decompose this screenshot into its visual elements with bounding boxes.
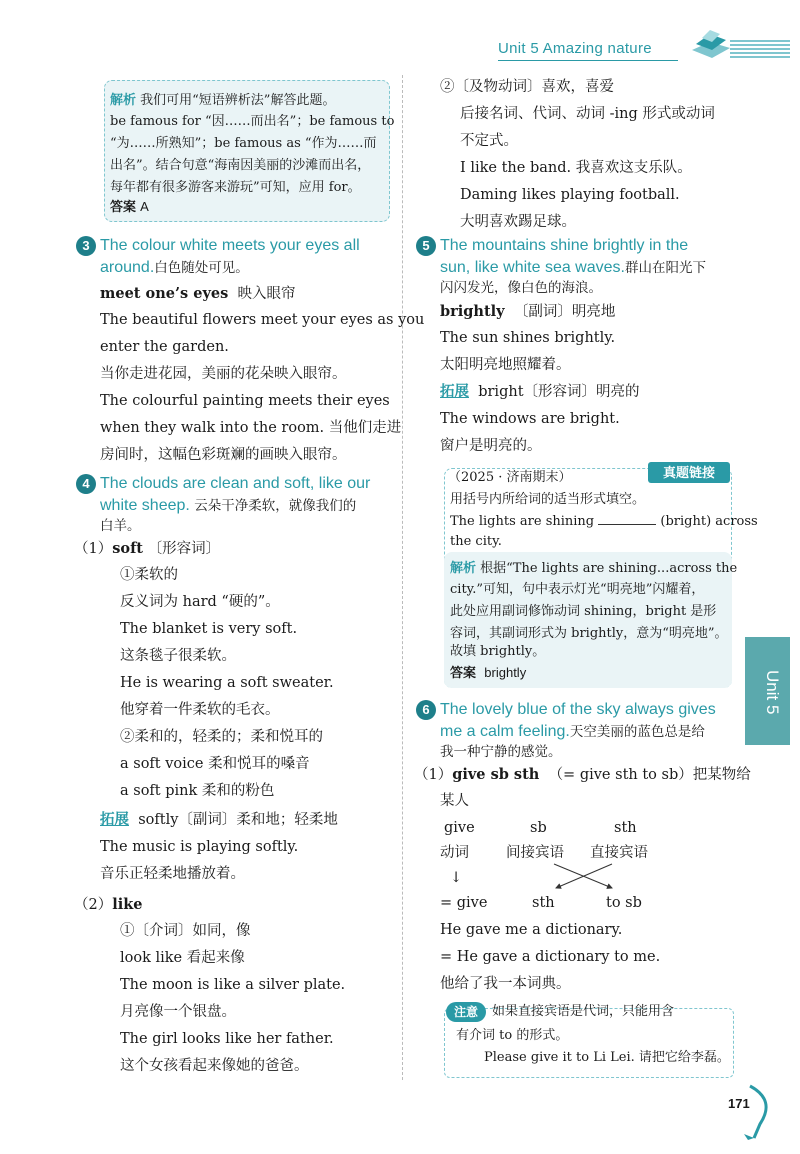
brightly-head: brightly 〔副词〕明亮地 — [440, 303, 616, 320]
exam-question: The lights are shining (bright) across — [450, 514, 758, 529]
page-number: 171 — [728, 1096, 750, 1111]
header-stripes — [730, 40, 790, 58]
like-line: 月亮像一个银盘。 — [120, 1004, 236, 1020]
item6-sub1-head: （1）give sb sth （= give sth to sb）把某物给 — [414, 766, 751, 783]
soft-line: ①柔软的 — [120, 567, 178, 583]
item4-sub2-head: （2）like — [74, 896, 143, 913]
item-number-6: 6 — [416, 700, 436, 720]
item-number-5: 5 — [416, 236, 436, 256]
brightly-line: The sun shines brightly. — [440, 330, 616, 346]
item3-line: when they walk into the room. 当他们走进 — [100, 420, 402, 436]
item4-title-line2: white sheep. 云朵干净柔软，就像我们的 — [100, 497, 357, 514]
analysis-line-5: 每年都有很多游客来游玩”可知，应用 for。 — [110, 180, 361, 195]
notice-line-3: Please give it to Li Lei. 请把它给李磊。 — [484, 1050, 730, 1065]
soft-line: 反义词为 hard “硬的”。 — [120, 594, 280, 610]
notice-badge: 注意 — [446, 1002, 486, 1022]
column-divider — [402, 75, 403, 1080]
analysis-line-2: be famous for “因……而出名”；be famous to — [110, 114, 395, 129]
brightly-expand-line: 窗户是明亮的。 — [440, 438, 542, 454]
exam-answer — [450, 661, 526, 686]
exam-analysis-line: 容词，其副词形式为 brightly，意为“明亮地”。 — [450, 626, 728, 641]
exam-analysis-line: 故填 brightly。 — [450, 644, 546, 659]
brightly-expand: 拓展 bright〔形容词〕明亮的 — [440, 384, 640, 400]
soft-expand-line: 音乐正轻柔地播放着。 — [100, 866, 245, 882]
exam-instruction: 用括号内所给词的适当形式填空。 — [450, 492, 646, 507]
item-number-3: 3 — [76, 236, 96, 256]
analysis-line-3: “为……所熟知”；be famous as “作为……而 — [110, 136, 377, 151]
like-line: 这个女孩看起来像她的爸爸。 — [120, 1058, 309, 1074]
item6-title-line2: me a calm feeling.天空美丽的蓝色总是给 — [440, 723, 705, 740]
item5-title-line3: 闪闪发光，像白色的海浪。 — [440, 280, 602, 296]
like-line: The girl looks like her father. — [120, 1031, 334, 1047]
diagram-give: give — [444, 820, 475, 836]
item4-sub1-head: （1）soft 〔形容词〕 — [74, 540, 221, 557]
header-rule — [498, 60, 678, 61]
diagram-cross-arrows — [550, 860, 620, 894]
item6-title-line3: 我一种宁静的感觉。 — [440, 744, 562, 760]
item4-title-line3: 白羊。 — [100, 518, 141, 534]
exam-analysis-label: 解析 — [450, 560, 477, 575]
diagram-eq-give: = give — [440, 895, 488, 911]
exam-link-badge: 真题链接 — [648, 462, 730, 483]
item5-title-line2: sun, like white sea waves.群山在阳光下 — [440, 259, 706, 276]
soft-line: ②柔和的，轻柔的；柔和悦耳的 — [120, 729, 323, 745]
unit-side-tab-label: Unit 5 — [763, 669, 782, 715]
diagram-verb-zh: 动词 — [440, 845, 469, 861]
brightly-expand-line: The windows are bright. — [440, 411, 620, 427]
exam-analysis-line: 此处应用副词修饰动词 shining，bright 是形 — [450, 604, 717, 619]
exam-answer-label: 答案 — [450, 665, 477, 680]
soft-expand-line: The music is playing softly. — [100, 839, 299, 855]
answer-label: 答案 — [110, 199, 137, 214]
diagram-down-arrow: ↓ — [450, 870, 463, 886]
item6-sub1-def2: 某人 — [440, 793, 469, 809]
item3-title-line2: around.白色随处可见。 — [100, 259, 249, 276]
item6-line: 他给了我一本词典。 — [440, 976, 571, 992]
item3-line: 当你走进花园，美丽的花朵映入眼帘。 — [100, 366, 347, 382]
expand-label: 拓展 — [440, 384, 469, 400]
item3-phrase: meet one’s eyes 映入眼帘 — [100, 285, 296, 302]
diagram-sth: sth — [614, 820, 637, 836]
item3-line: The colourful painting meets their eyes — [100, 393, 390, 409]
like-cont-line: 不定式。 — [460, 133, 518, 149]
like-cont-line: ②〔及物动词〕喜欢，喜爱 — [440, 79, 614, 95]
item4-title-line1: The clouds are clean and soft, like our — [100, 475, 371, 492]
diagram-sb: sb — [530, 820, 547, 836]
exam-analysis-line-1: 解析 根据“The lights are shining...across the — [450, 560, 738, 576]
soft-expand: 拓展 softly〔副词〕柔和地；轻柔地 — [100, 812, 338, 828]
answer-value: A — [140, 199, 149, 214]
soft-line: 他穿着一件柔软的毛衣。 — [120, 702, 280, 718]
analysis-line-1: 解析 我们可用“短语辨析法”解答此题。 — [110, 92, 336, 108]
item6-line: = He gave a dictionary to me. — [440, 949, 661, 965]
exam-answer-value: brightly — [484, 665, 527, 680]
diagram-eq-sth: sth — [532, 895, 555, 911]
diagram-direct-zh: 直接宾语 — [590, 845, 648, 861]
item-number-4: 4 — [76, 474, 96, 494]
diagram-indirect-zh: 间接宾语 — [506, 845, 564, 861]
like-line: look like 看起来像 — [120, 950, 245, 966]
diagram-eq-tosb: to sb — [606, 895, 642, 911]
soft-line: The blanket is very soft. — [120, 621, 298, 637]
soft-line: 这条毯子很柔软。 — [120, 648, 236, 664]
analysis-label: 解析 — [110, 92, 137, 107]
item6-title-line1: The lovely blue of the sky always gives — [440, 701, 716, 718]
item3-line: 房间时，这幅色彩斑斓的画映入眼帘。 — [100, 447, 347, 463]
like-cont-line: 后接名词、代词、动词 -ing 形式或动词 — [460, 106, 715, 122]
item3-line: The beautiful flowers meet your eyes as you — [100, 312, 425, 328]
soft-line: a soft voice 柔和悦耳的嗓音 — [120, 756, 310, 772]
answer-line — [110, 195, 149, 220]
unit-title: Unit 5 Amazing nature — [498, 40, 652, 57]
brightly-line: 太阳明亮地照耀着。 — [440, 357, 571, 373]
answer-blank[interactable] — [598, 524, 656, 525]
item3-title-line1: The colour white meets your eyes all — [100, 237, 360, 254]
soft-line: a soft pink 柔和的粉色 — [120, 783, 275, 799]
like-line: The moon is like a silver plate. — [120, 977, 346, 993]
like-cont-line: I like the band. 我喜欢这支乐队。 — [460, 160, 692, 176]
notice-line-1: 如果直接宾语是代词，只能用含 — [492, 1004, 675, 1019]
notice-line-2: 有介词 to 的形式。 — [456, 1028, 569, 1043]
expand-label: 拓展 — [100, 812, 129, 828]
item6-line: He gave me a dictionary. — [440, 922, 623, 938]
like-cont-line: 大明喜欢踢足球。 — [460, 214, 576, 230]
exam-question-end: the city. — [450, 534, 502, 549]
analysis-line-4: 出名”。结合句意“海南因美丽的沙滩而出名， — [110, 158, 371, 173]
exam-analysis-line: city.”可知，句中表示灯光“明亮地”闪耀着， — [450, 582, 705, 597]
soft-line: He is wearing a soft sweater. — [120, 675, 334, 691]
like-line: ①〔介词〕如同，像 — [120, 923, 251, 939]
item3-line: enter the garden. — [100, 339, 229, 355]
book-icon — [690, 28, 732, 62]
item5-title-line1: The mountains shine brightly in the — [440, 237, 689, 254]
exam-source: （2025 · 济南期末） — [448, 470, 572, 485]
like-cont-line: Daming likes playing football. — [460, 187, 680, 203]
